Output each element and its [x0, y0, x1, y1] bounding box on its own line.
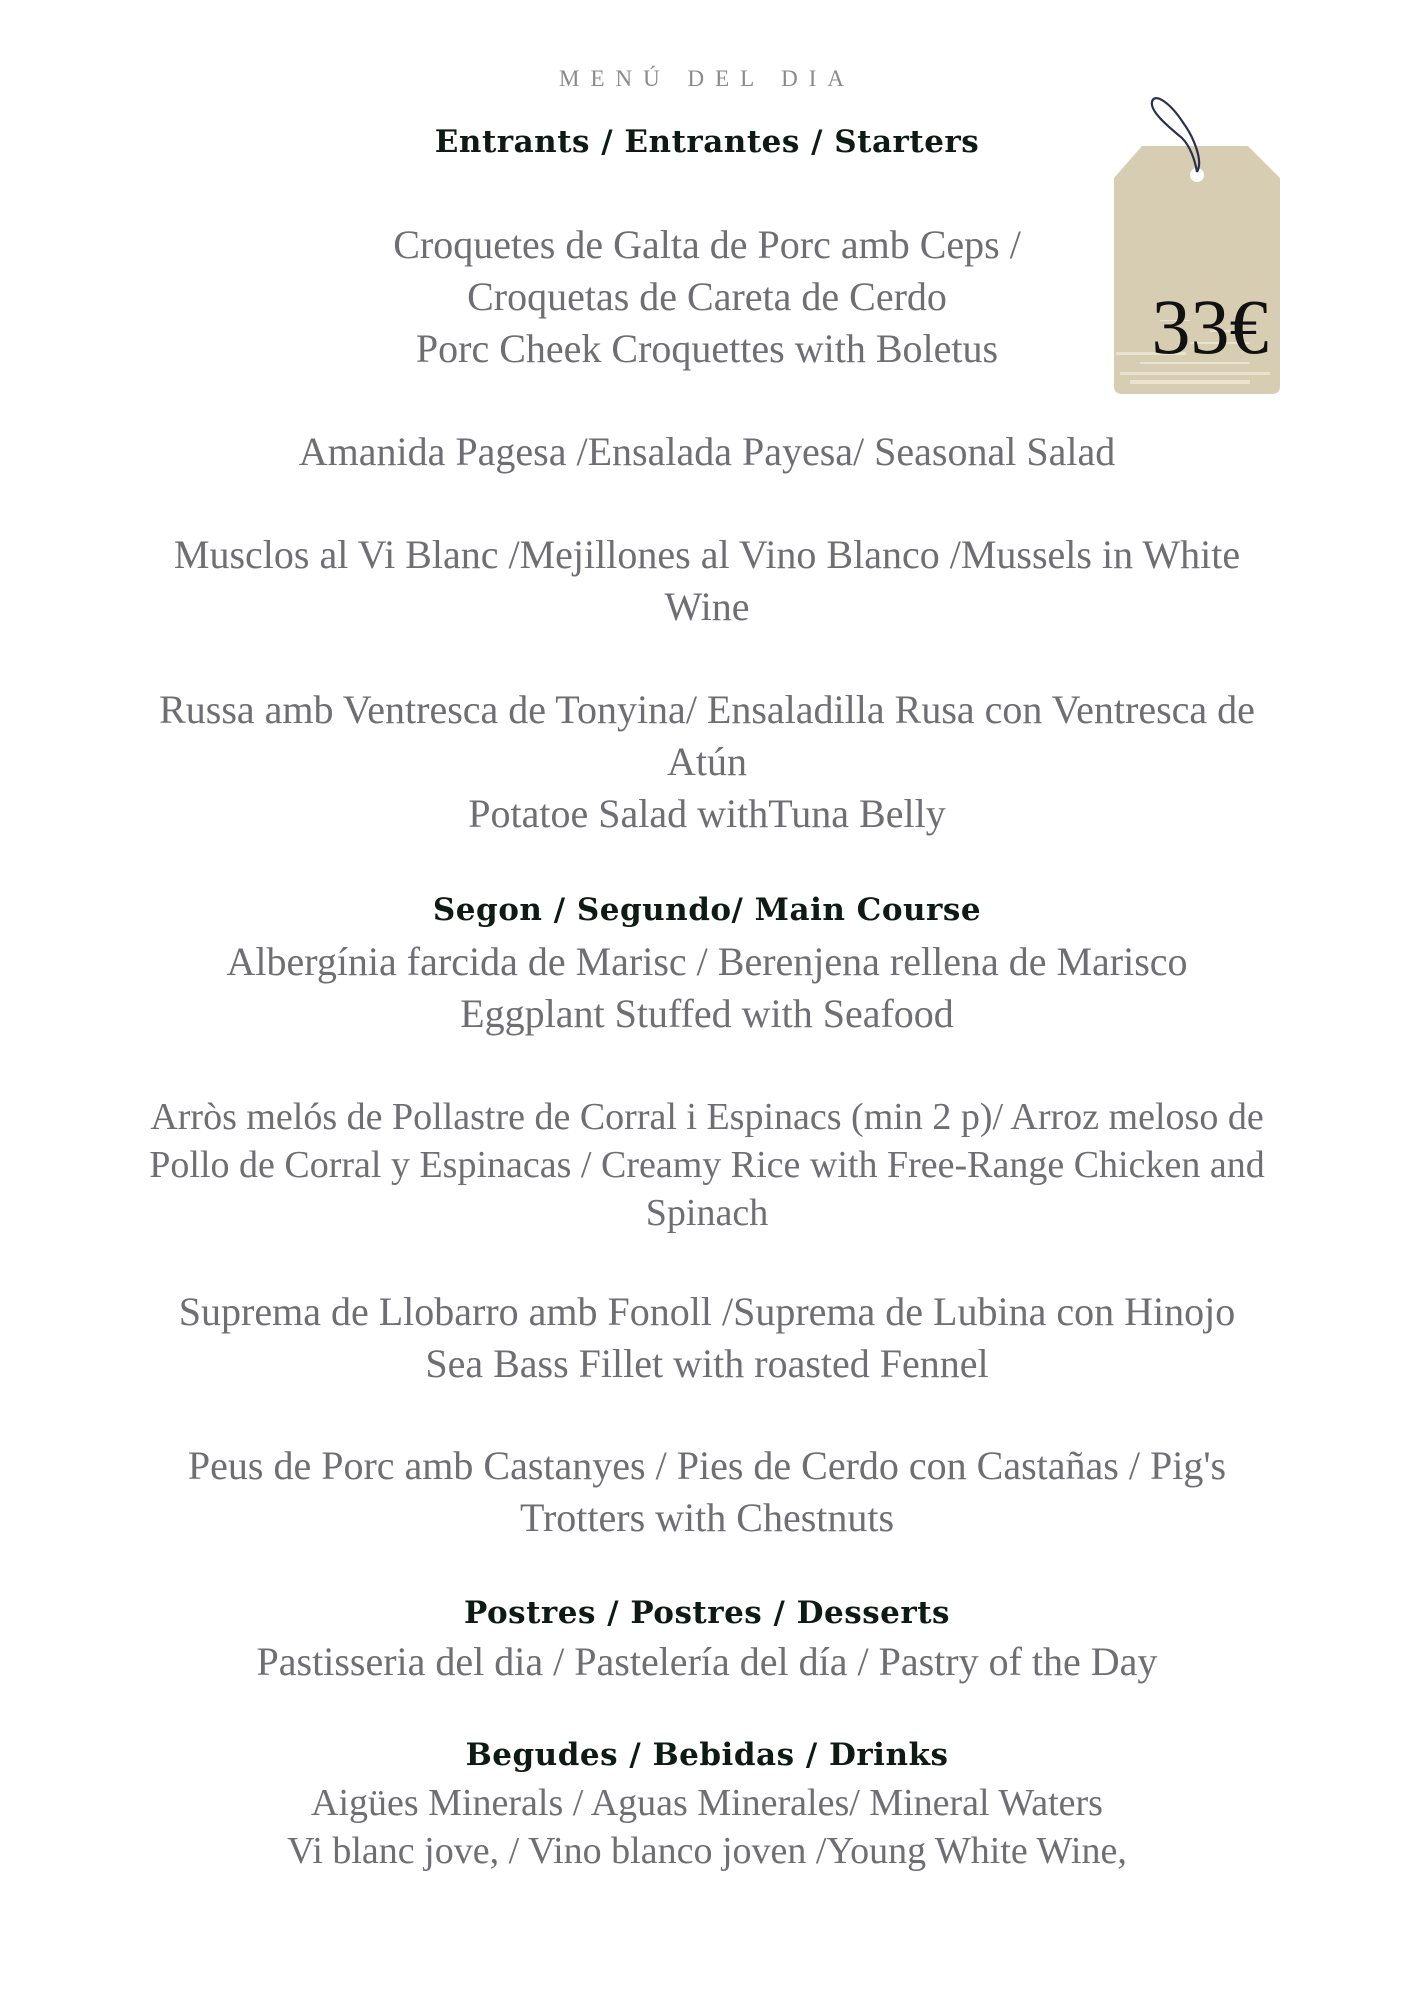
- dish-line: Potatoe Salad withTuna Belly: [468, 791, 946, 836]
- section-title-drinks: Begudes / Bebidas / Drinks: [465, 1737, 949, 1773]
- dish-line: Peus de Porc amb Castanyes / Pies de Cerdo con Castañas / Pig's: [187, 1443, 1227, 1488]
- section-title-desserts: Postres / Postres / Desserts: [463, 1595, 951, 1631]
- dish-line: Atún: [667, 739, 747, 784]
- dish-line: Vi blanc jove, / Vino blanco joven /Young White Wine,: [287, 1830, 1127, 1872]
- dish-alberginia: [100, 936, 1314, 1040]
- dish-peus: [100, 1440, 1314, 1544]
- dish-line: Wine: [664, 584, 750, 629]
- dish-line: Amanida Pagesa /Ensalada Payesa/ Seasonal Salad: [298, 429, 1116, 474]
- dish-line: Pollo de Corral y Espinacas / Creamy Rice with Free-Range Chicken and: [149, 1144, 1265, 1186]
- menu-kicker: MENÚ DEL DIA: [559, 66, 855, 91]
- dish-line: Pastisseria del dia / Pastelería del día / Pastry of the Day: [256, 1639, 1158, 1684]
- dish-line: Croquetas de Careta de Cerdo: [467, 274, 947, 319]
- dish-line: Eggplant Stuffed with Seafood: [460, 991, 954, 1036]
- dish-line: Albergínia farcida de Marisc / Berenjena rellena de Marisco: [226, 939, 1188, 984]
- dish-line: Russa amb Ventresca de Tonyina/ Ensaladilla Rusa con Ventresca de: [159, 687, 1255, 732]
- dish-line: Sea Bass Fillet with roasted Fennel: [425, 1341, 989, 1386]
- dish-line: Suprema de Llobarro amb Fonoll /Suprema de Lubina con Hinojo: [178, 1289, 1236, 1334]
- dish-drinks: [100, 1779, 1314, 1875]
- dish-line: Trotters with Chestnuts: [519, 1495, 895, 1540]
- dish-line: Porc Cheek Croquettes with Boletus: [415, 326, 999, 371]
- dish-russa: [100, 684, 1314, 840]
- dish-suprema: [100, 1286, 1314, 1390]
- dish-line: Musclos al Vi Blanc /Mejillones al Vino Blanco /Mussels in White: [173, 532, 1241, 577]
- dish-arros: [100, 1093, 1314, 1237]
- dish-line: Aigües Minerals / Aguas Minerales/ Mineral Waters: [311, 1782, 1103, 1824]
- dish-musclos: [100, 529, 1314, 633]
- dish-amanida: [100, 426, 1314, 478]
- price-value: 33€: [1151, 283, 1269, 370]
- dish-line: Croquetes de Galta de Porc amb Ceps /: [393, 222, 1021, 267]
- dish-line: Spinach: [645, 1192, 769, 1234]
- section-title-main-course: Segon / Segundo/ Main Course: [432, 892, 982, 928]
- dish-croquetes: [100, 219, 1314, 375]
- dish-pastisseria: [100, 1636, 1314, 1688]
- dish-line: Arròs melós de Pollastre de Corral i Espinacs (min 2 p)/ Arroz meloso de: [150, 1096, 1264, 1138]
- section-title-starters: Entrants / Entrantes / Starters: [434, 124, 980, 160]
